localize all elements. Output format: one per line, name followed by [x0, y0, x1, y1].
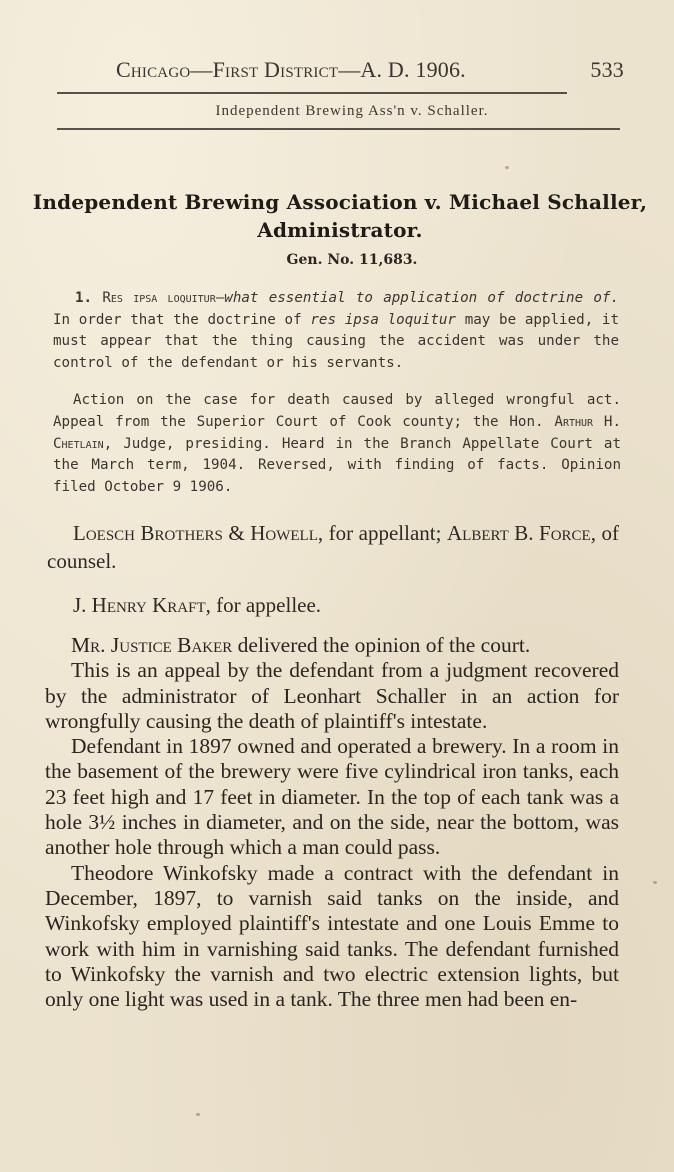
- headnote-text-b: may be applied, it must appear that the thing causing the accident was under the control of the defendant or his servants.: [53, 311, 620, 371]
- opinion-body: [45, 633, 619, 1012]
- opinion-paragraph: This is an appeal by the defendant from a judgment recovered by the administrator of Leonhart Schaller in an action for wrongfully causing the death of plaintiff's intestate.: [45, 658, 619, 733]
- paper-speck: [653, 881, 657, 884]
- case-title-line-2: Administrator.: [257, 218, 423, 242]
- justice-name: Mr. Justice Baker: [71, 632, 233, 657]
- opinion-delivered: delivered the opinion of the court.: [232, 632, 531, 657]
- headnote-topic-italic: what essential to application of doctrine of.: [224, 290, 619, 306]
- general-number: Gen. No. 11,683.: [286, 252, 418, 268]
- appellant-firm: Loesch Brothers & Howell: [73, 520, 318, 545]
- statement-judge: Arthur H. Chetlain: [53, 413, 621, 452]
- headnote: [53, 288, 619, 374]
- statement-text-a: Action on the case for death caused by alleged wrongful act. Appeal from the Superior Court of Cook county; the Hon.: [53, 392, 621, 430]
- paper-speck: [505, 166, 509, 169]
- headnote-topic: Res ipsa loquitur: [102, 290, 216, 306]
- case-title-line-1: Independent Brewing Association v. Michael Schaller,: [32, 190, 648, 214]
- headnote-dash: —: [215, 290, 225, 306]
- header-rule-bottom: [57, 128, 620, 130]
- headnote-number: 1.: [75, 290, 93, 306]
- opinion-paragraph: Defendant in 1897 owned and operated a brewery. In a room in the basement of the brewery were five cylindrical iron tanks, each 23 feet high and 17 feet in diameter. In the top of each tank was a hole 3½ inches in diameter, and on the side, near the bottom, was another hole through which a man could pass.: [45, 734, 619, 860]
- counsel-appellant: [47, 519, 619, 575]
- page-number: 533: [590, 57, 624, 82]
- appellee-name: J. Henry Kraft: [73, 592, 206, 617]
- appellant-text: , for appellant;: [317, 520, 447, 545]
- opinion-paragraph: Theodore Winkofsky made a contract with the defendant in December, 1897, to varnish said tanks on the inside, and Winkofsky employed plaintiff's intestate and one Louis Emme to work with him in varnishing said tanks. The defendant furnished to Winkofsky the varnish and two electric extension lights, but only one light was used in a tank. The three men had been en-: [45, 860, 619, 1012]
- appellant-counsel: Albert B. Force: [446, 520, 591, 545]
- running-head: [116, 56, 624, 84]
- headnote-italic-phrase: res ipsa loquitur: [310, 311, 456, 328]
- appellee-text: , for appellee.: [205, 592, 322, 617]
- opinion-intro: [45, 633, 619, 658]
- appellant-counsel-text: , of counsel.: [47, 520, 619, 573]
- counsel-appellee: [47, 591, 619, 619]
- paper-speck: [196, 1113, 200, 1116]
- case-title: [30, 188, 650, 244]
- running-head-title: Chicago—First District—A. D. 1906.: [116, 57, 466, 82]
- statement-text-b: , Judge, presiding. Heard in the Branch Appellate Court at the March term, 1904. Reversed, with finding of facts. Opinion filed October 9 1906.: [53, 435, 621, 496]
- header-rule-top: [57, 92, 567, 94]
- case-short-title: Independent Brewing Ass'n v. Schaller.: [215, 103, 489, 119]
- headnote-text-a: In order that the doctrine of: [53, 311, 311, 328]
- case-statement: [53, 390, 621, 499]
